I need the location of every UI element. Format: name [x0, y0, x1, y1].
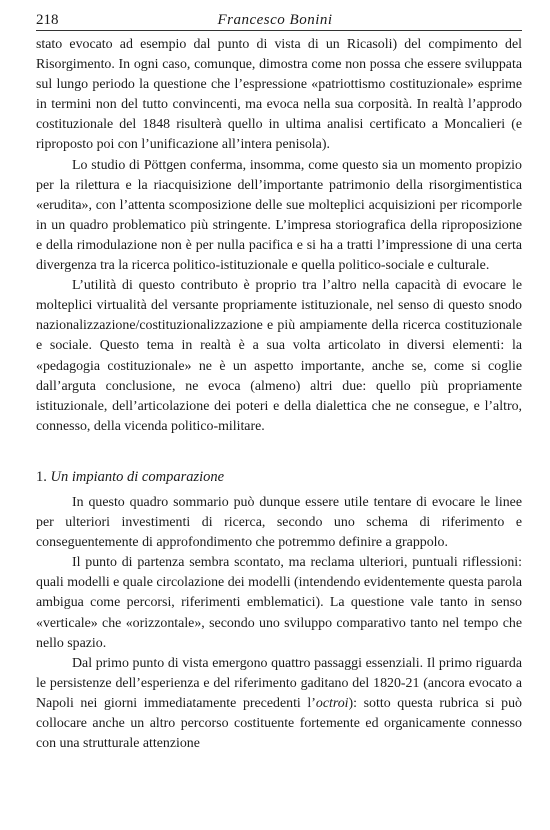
paragraph-4: In questo quadro sommario può dunque essere utile tentare di evocare le linee per ulteriori investimenti di ricerca, secondo uno schema di riferimento e conseguentemente di approfondimento che potremmo definire a grappolo. [36, 494, 522, 551]
section-number: 1. [36, 468, 47, 485]
paragraph-6-part-b: ): sotto questa rubrica si può collocare anche un altro percorso costituente fortemente ed organicamente connesso con una strutturale attenzione [36, 695, 522, 752]
header-rule [36, 30, 522, 31]
paragraph-1: stato evocato ad esempio dal punto di vista di un Ricasoli) del compimento del Risorgimento. In ogni caso, comunque, dimostra come non possa che essere sviluppata sul lungo periodo la questione che l’espressione «patriottismo costituzionale» esprime in termini non del tutto convincenti, ma evoca nella sua corposità. In realtà l’approdo costituzionale del 1848 risulterà quello in ultima analisi certificato a Moncalieri (e riproposto poi con l’unificazione all’intera penisola). [36, 37, 522, 153]
page-number: 218 [36, 12, 59, 28]
paragraph-3: L’utilità di questo contributo è proprio tra l’altro nella capacità di evocare le molteplici virtualità del versante propriamente istituzionale, nel senso di questo snodo nazionalizzazione/costituzionalizzazione e più ampiamente della ricerca costituzionale e sociale. Questo tema in realtà è a sua volta articolato in diversi elementi: la «pedagogia costituzionale» ne è un aspetto importante, anche se, come si coglie dall’arguta conclusione, ne evoca (almeno) altri due: quello più propriamente istituzionale, dell’articolazione dei poteri e della dialettica che ne consegue, e l’altro, connesso, della vicenda politico-militare. [36, 278, 522, 434]
paragraph-6 [36, 654, 522, 754]
paragraph-5: Il punto di partenza sembra scontato, ma reclama ulteriori, puntuali riflessioni: quali modelli e quale circolazione dei modelli (intendendo evidentemente questa parola ambigua come percorsi, riferimenti emblematici). La questione vale tanto in senso «verticale» che «orizzontale», secondo uno sviluppo comparativo tanto nel tempo che nello spazio. [36, 555, 522, 651]
paragraph-6-part-a: Dal primo punto di vista emergono quattro passaggi essenziali. Il primo riguarda le persistenze dell’esperienza e del riferimento gaditano del 1820-21 (ancora evocato a Napoli nei giorni immediatamente precedenti l’ [36, 655, 522, 711]
section-title: Un impianto di comparazione [50, 468, 225, 485]
body-text [36, 35, 522, 754]
paragraph-6-italic-term: octroi [315, 695, 349, 711]
section-heading [36, 467, 522, 487]
running-head: Francesco Bonini [217, 12, 333, 28]
paragraph-2: Lo studio di Pöttgen conferma, insomma, come questo sia un momento propizio per la rilettura e la riacquisizione dell’importante patrimonio della risorgimentistica «erudita», con l’attenta scomposizione delle sue molteplici acquisizioni per ricomporle in un quadro problematico più stringente. L’impresa storiografica della riproposizione e della rimodulazione non è per nulla pacifica e si ha a tratti l’impressione di una certa divergenza tra la ricerca politico-istituzionale e quella politico-sociale e culturale. [36, 157, 522, 274]
page-header [36, 8, 514, 32]
